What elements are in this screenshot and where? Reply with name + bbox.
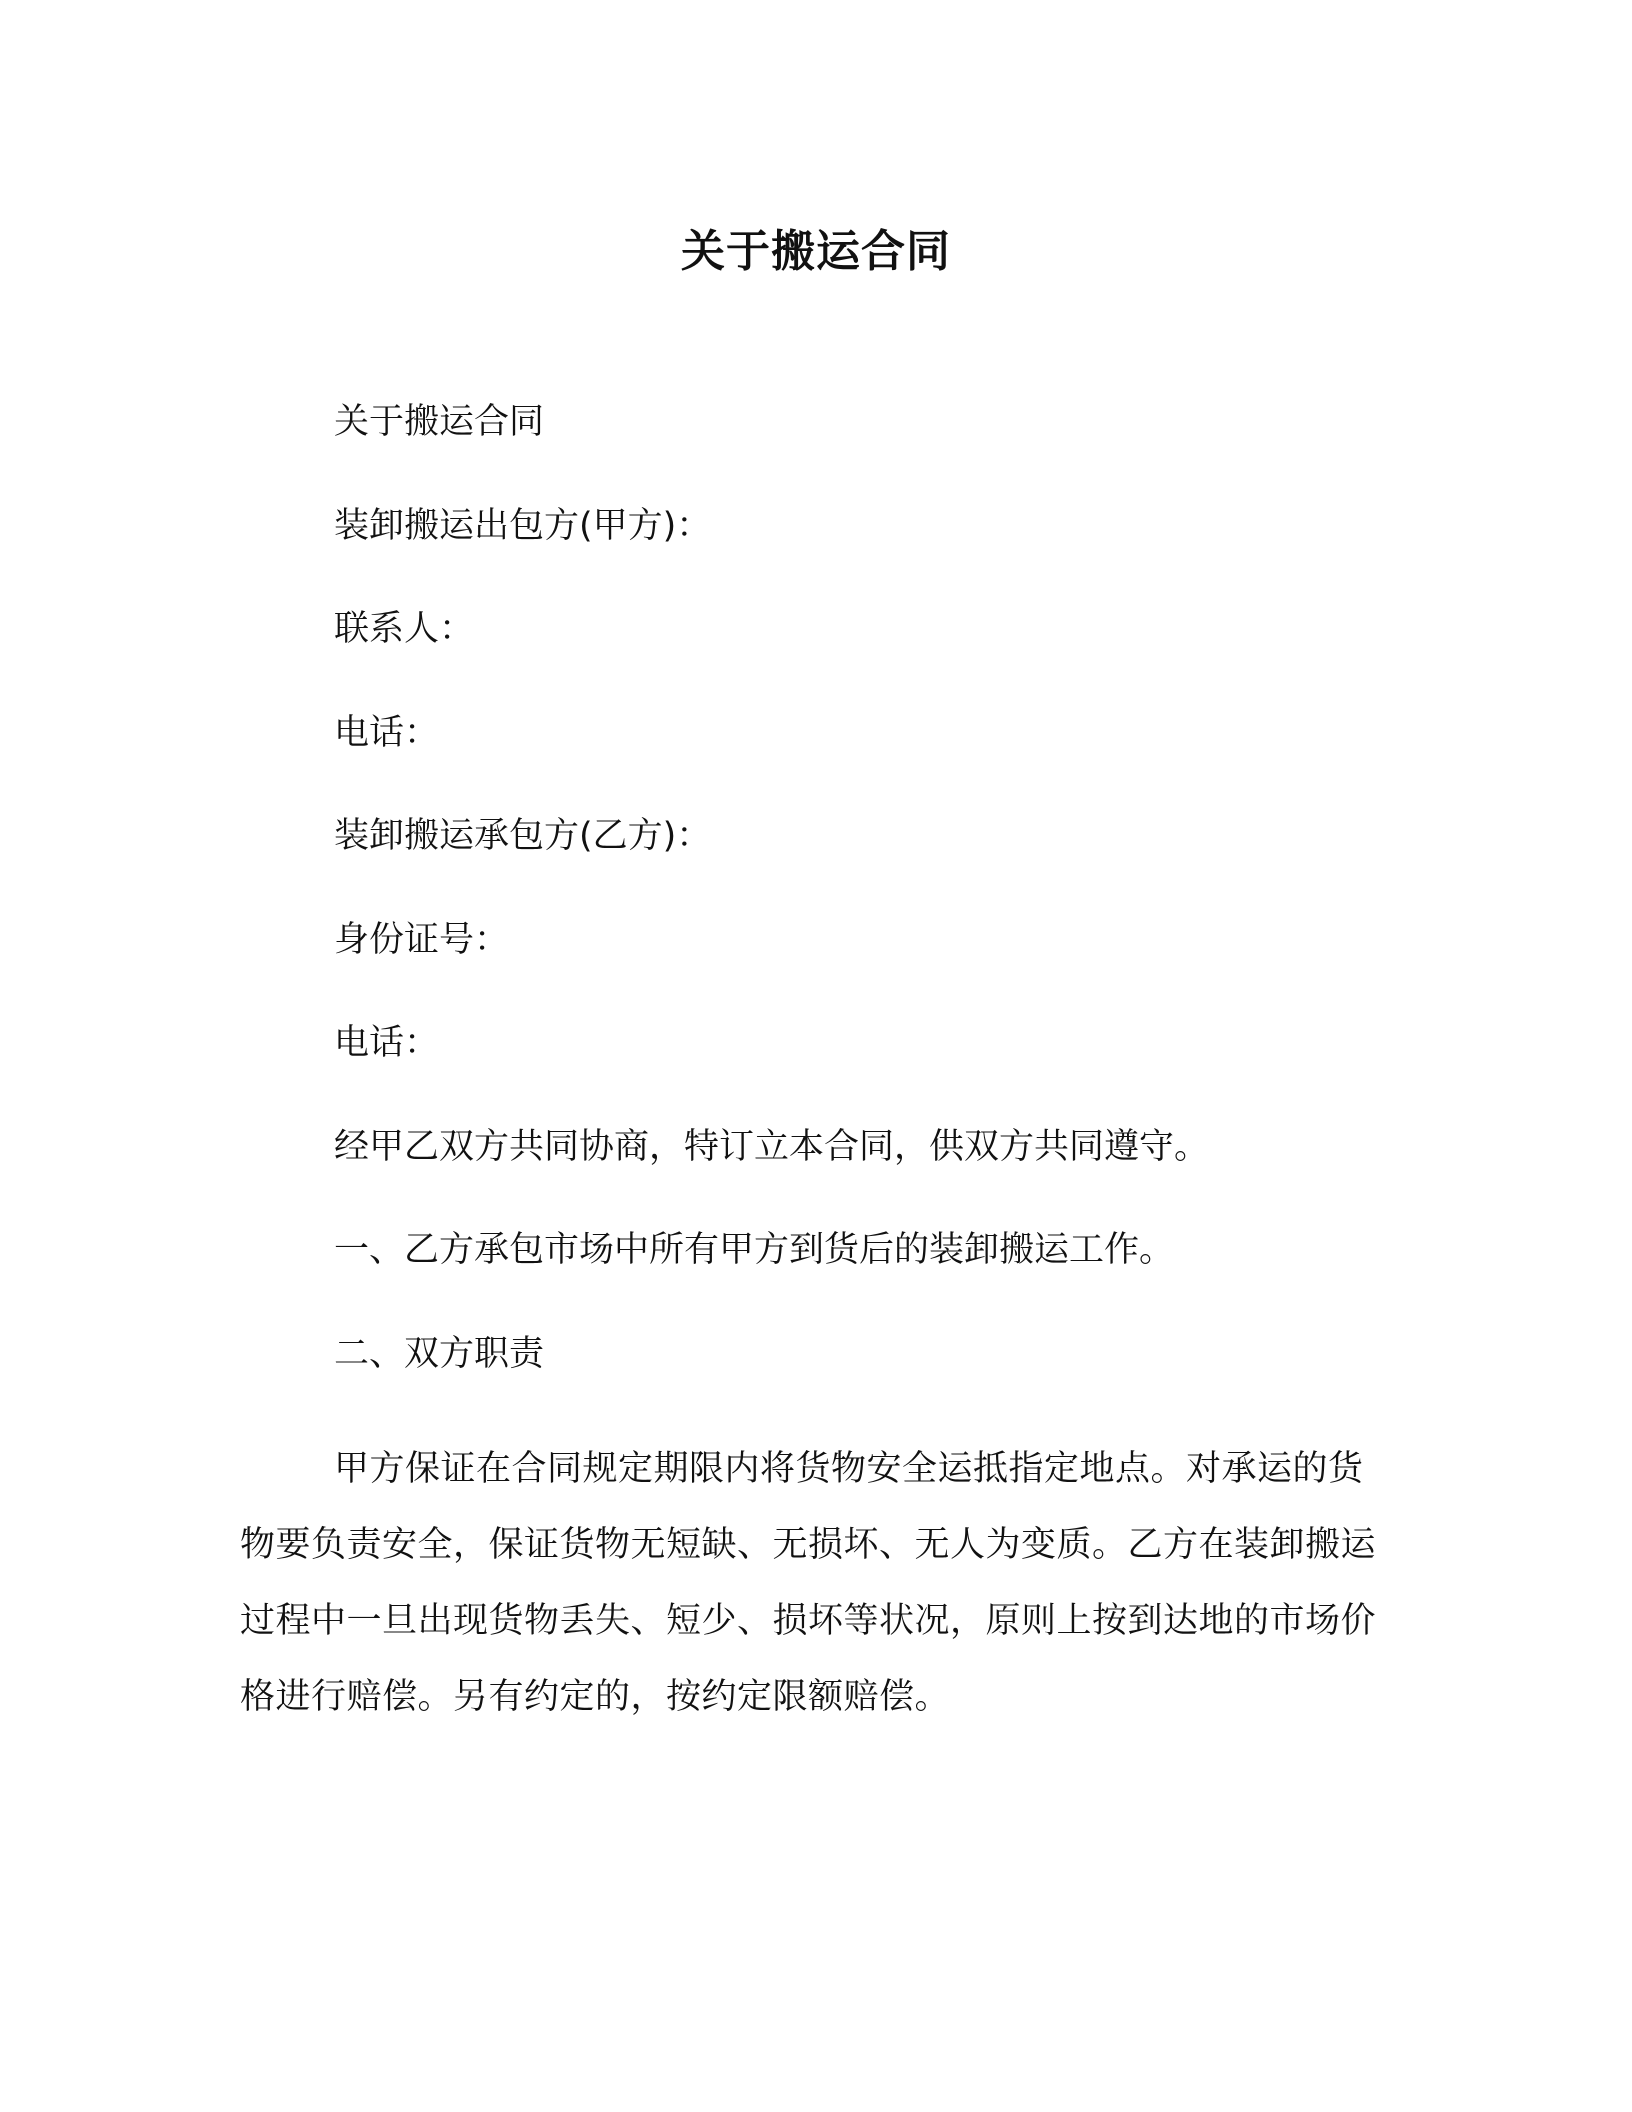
agreement-statement-line: 经甲乙双方共同协商，特订立本合同，供双方共同遵守。 [334,1127,1210,1167]
clause-two-heading: 二、双方职责 [334,1334,545,1374]
document-title: 关于搬运合同 [681,226,951,277]
party-a-phone-line: 电话： [334,713,440,753]
party-b-line: 装卸搬运承包方(乙方)： [334,816,712,856]
party-b-phone-line: 电话： [334,1023,440,1063]
party-a-line: 装卸搬运出包方(甲方)： [334,506,712,546]
clause-one-line: 一、乙方承包市场中所有甲方到货后的装卸搬运工作。 [334,1230,1175,1270]
subtitle-line: 关于搬运合同 [334,402,545,442]
contact-person-line: 联系人： [334,609,475,649]
id-number-line: 身份证号： [334,920,510,960]
responsibility-paragraph: 甲方保证在合同规定期限内将货物安全运抵指定地点。对承运的货物要负责安全，保证货物无短缺、无损坏、无人为变质。乙方在装卸搬运过程中一旦出现货物丢失、短少、损坏等状况，原则上按到达地的市场价格进行赔偿。另有约定的，按约定限额赔偿。 [240,1449,1377,1717]
